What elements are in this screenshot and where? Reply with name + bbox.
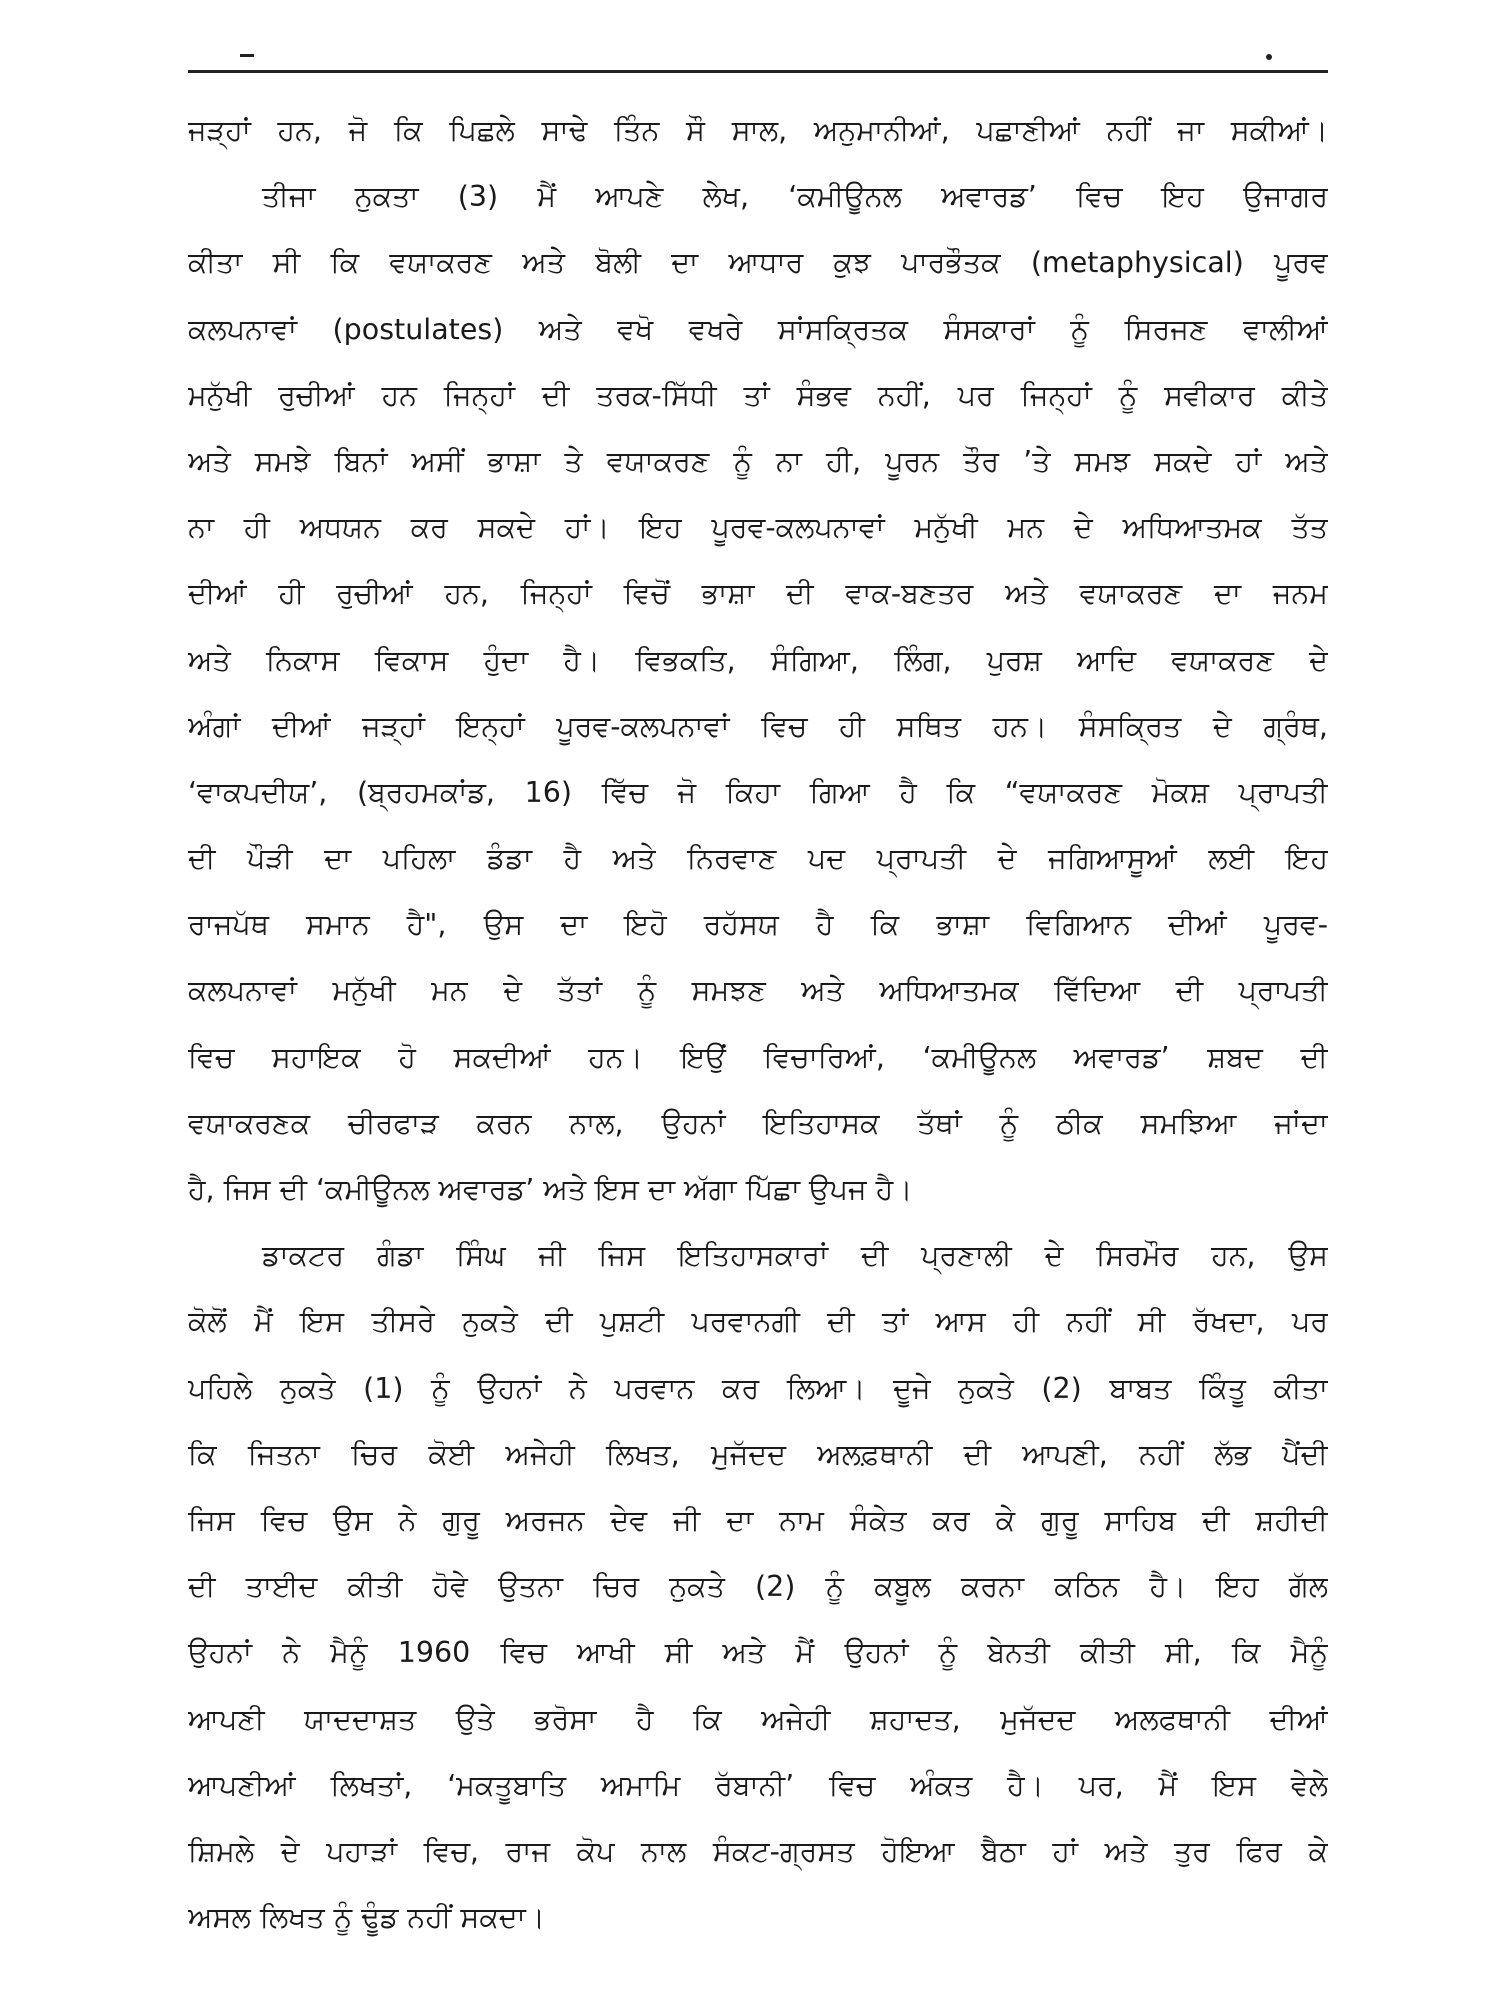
text-line: ਅਤੇ ਸਮਝੇ ਬਿਨਾਂ ਅਸੀਂ ਭਾਸ਼ਾ ਤੇ ਵਯਾਕਰਣ ਨੂੰ ਨਾ ਹੀ, ਪੂਰਨ ਤੌਰ ’ਤੇ ਸਮਝ ਸਕਦੇ ਹਾਂ ਅਤੇ [188,444,1328,478]
text-line: ਅਤੇ ਨਿਕਾਸ ਵਿਕਾਸ ਹੁੰਦਾ ਹੈ। ਵਿਭਕਤਿ, ਸੰਗਿਆ, ਲਿੰਗ, ਪੁਰਸ਼ ਆਦਿ ਵਯਾਕਰਣ ਦੇ [188,643,1328,677]
text-line: ਉਹਨਾਂ ਨੇ ਮੈਨੂੰ 1960 ਵਿਚ ਆਖੀ ਸੀ ਅਤੇ ਮੈਂ ਉਹਨਾਂ ਨੂੰ ਬੇਨਤੀ ਕੀਤੀ ਸੀ, ਕਿ ਮੈਨੂੰ [188,1636,1328,1670]
paragraph-start-line: ਡਾਕਟਰ ਗੰਡਾ ਸਿੰਘ ਜੀ ਜਿਸ ਇਤਿਹਾਸਕਾਰਾਂ ਦੀ ਪ੍ਰਣਾਲੀ ਦੇ ਸਿਰਮੌਰ ਹਨ, ਉਸ [262,1239,1328,1273]
text-line: ਕੀਤਾ ਸੀ ਕਿ ਵਯਾਕਰਣ ਅਤੇ ਬੋਲੀ ਦਾ ਆਧਾਰ ਕੁਝ ਪਾਰਭੌਤਕ (metaphysical) ਪੂਰਵ [188,246,1328,280]
text-line: ਪਹਿਲੇ ਨੁਕਤੇ (1) ਨੂੰ ਉਹਨਾਂ ਨੇ ਪਰਵਾਨ ਕਰ ਲਿਆ। ਦੂਜੇ ਨੁਕਤੇ (2) ਬਾਬਤ ਕਿੰਤੂ ਕੀਤਾ [188,1371,1328,1405]
text-line: ਵਯਾਕਰਣਕ ਚੀਰਫਾੜ ਕਰਨ ਨਾਲ, ਉਹਨਾਂ ਇਤਿਹਾਸਕ ਤੱਥਾਂ ਨੂੰ ਠੀਕ ਸਮਝਿਆ ਜਾਂਦਾ [188,1106,1328,1140]
text-line: ਕਲਪਨਾਵਾਂ ਮਨੁੱਖੀ ਮਨ ਦੇ ਤੱਤਾਂ ਨੂੰ ਸਮਝਣ ਅਤੇ ਅਧਿਆਤਮਕ ਵਿੱਦਿਆ ਦੀ ਪ੍ਰਾਪਤੀ [188,974,1328,1008]
text-line: ਜਿਸ ਵਿਚ ਉਸ ਨੇ ਗੁਰੂ ਅਰਜਨ ਦੇਵ ਜੀ ਦਾ ਨਾਮ ਸੰਕੇਤ ਕਰ ਕੇ ਗੁਰੂ ਸਾਹਿਬ ਦੀ ਸ਼ਹੀਦੀ [188,1503,1328,1537]
text-line: ਨਾ ਹੀ ਅਧਯਨ ਕਰ ਸਕਦੇ ਹਾਂ। ਇਹ ਪੂਰਵ-ਕਲਪਨਾਵਾਂ ਮਨੁੱਖੀ ਮਨ ਦੇ ਅਧਿਆਤਮਕ ਤੱਤ [188,511,1328,545]
text-line: ਦੀ ਤਾਈਦ ਕੀਤੀ ਹੋਵੇ ਉਤਨਾ ਚਿਰ ਨੁਕਤੇ (2) ਨੂੰ ਕਬੂਲ ਕਰਨਾ ਕਠਿਨ ਹੈ। ਇਹ ਗੱਲ [188,1570,1328,1604]
paragraph-end-line: ਅਸਲ ਲਿਖਤ ਨੂੰ ਢੂੰਡ ਨਹੀਂ ਸਕਦਾ। [188,1901,546,1935]
text-line: ਆਪਣੀ ਯਾਦਦਾਸ਼ਤ ਉਤੇ ਭਰੋਸਾ ਹੈ ਕਿ ਅਜੇਹੀ ਸ਼ਹਾਦਤ, ਮੁਜੱਦਦ ਅਲਫਥਾਨੀ ਦੀਆਂ [188,1702,1328,1736]
body-text [188,98,1328,1951]
text-line: ਜੜ੍ਹਾਂ ਹਨ, ਜੋ ਕਿ ਪਿਛਲੇ ਸਾਢੇ ਤਿੰਨ ਸੌ ਸਾਲ, ਅਨੁਮਾਨੀਆਂ, ਪਛਾਣੀਆਂ ਨਹੀਂ ਜਾ ਸਕੀਆਂ। [188,114,1328,147]
book-page [188,40,1328,1960]
text-line: ਅੰਗਾਂ ਦੀਆਂ ਜੜ੍ਹਾਂ ਇਨ੍ਹਾਂ ਪੂਰਵ-ਕਲਪਨਾਵਾਂ ਵਿਚ ਹੀ ਸਥਿਤ ਹਨ। ਸੰਸਕ੍ਰਿਤ ਦੇ ਗ੍ਰੰਥ, [188,709,1328,743]
header-dot [1266,54,1272,60]
text-line: ਸ਼ਿਮਲੇ ਦੇ ਪਹਾੜਾਂ ਵਿਚ, ਰਾਜ ਕੋਪ ਨਾਲ ਸੰਕਟ-ਗ੍ਰਸਤ ਹੋਇਆ ਬੈਠਾ ਹਾਂ ਅਤੇ ਤੁਰ ਫਿਰ ਕੇ [188,1834,1328,1868]
text-line: ਦੀ ਪੌੜੀ ਦਾ ਪਹਿਲਾ ਡੰਡਾ ਹੈ ਅਤੇ ਨਿਰਵਾਣ ਪਦ ਪ੍ਰਾਪਤੀ ਦੇ ਜਗਿਆਸੂਆਂ ਲਈ ਇਹ [188,842,1328,876]
text-line: ਕਲਪਨਾਵਾਂ (postulates) ਅਤੇ ਵਖੋ ਵਖਰੇ ਸਾਂਸਕ੍ਰਿਤਕ ਸੰਸਕਾਰਾਂ ਨੂੰ ਸਿਰਜਣ ਵਾਲੀਆਂ [188,312,1328,346]
paragraph-start-line: ਤੀਜਾ ਨੁਕਤਾ (3) ਮੈਂ ਆਪਣੇ ਲੇਖ, ‘ਕਮੀਊਨਲ ਅਵਾਰਡ’ ਵਿਚ ਇਹ ਉਜਾਗਰ [262,180,1328,214]
text-line: ਰਾਜਪੱਥ ਸਮਾਨ ਹੈ", ਉਸ ਦਾ ਇਹੋ ਰਹੱਸਯ ਹੈ ਕਿ ਭਾਸ਼ਾ ਵਿਗਿਆਨ ਦੀਆਂ ਪੂਰਵ- [188,908,1328,942]
header-mark [240,54,254,57]
text-line: ਕਿ ਜਿਤਨਾ ਚਿਰ ਕੋਈ ਅਜੇਹੀ ਲਿਖਤ, ਮੁਜੱਦਦ ਅਲਫ਼ਥਾਨੀ ਦੀ ਆਪਣੀ, ਨਹੀਂ ਲੱਭ ਪੈਂਦੀ [188,1437,1328,1471]
text-line: ਦੀਆਂ ਹੀ ਰੁਚੀਆਂ ਹਨ, ਜਿਨ੍ਹਾਂ ਵਿਚੋਂ ਭਾਸ਼ਾ ਦੀ ਵਾਕ-ਬਣਤਰ ਅਤੇ ਵਯਾਕਰਣ ਦਾ ਜਨਮ [188,577,1328,611]
header-rule [188,70,1328,73]
text-line: ਆਪਣੀਆਂ ਲਿਖਤਾਂ, ‘ਮਕਤੂਬਾਤਿ ਅਮਾਮਿ ਰੱਬਾਨੀ’ ਵਿਚ ਅੰਕਤ ਹੈ। ਪਰ, ਮੈਂ ਇਸ ਵੇਲੇ [188,1768,1328,1802]
text-line: ‘ਵਾਕਪਦੀਯ’, (ਬ੍ਰਹਮਕਾਂਡ, 16) ਵਿੱਚ ਜੋ ਕਿਹਾ ਗਿਆ ਹੈ ਕਿ “ਵਯਾਕਰਣ ਮੋਕਸ਼ ਪ੍ਰਾਪਤੀ [188,775,1328,809]
text-line: ਵਿਚ ਸਹਾਇਕ ਹੋ ਸਕਦੀਆਂ ਹਨ। ਇਉਂ ਵਿਚਾਰਿਆਂ, ‘ਕਮੀਊਨਲ ਅਵਾਰਡ’ ਸ਼ਬਦ ਦੀ [188,1040,1328,1074]
text-line: ਕੋਲੋਂ ਮੈਂ ਇਸ ਤੀਸਰੇ ਨੁਕਤੇ ਦੀ ਪੁਸ਼ਟੀ ਪਰਵਾਨਗੀ ਦੀ ਤਾਂ ਆਸ ਹੀ ਨਹੀਂ ਸੀ ਰੱਖਦਾ, ਪਰ [188,1305,1328,1339]
text-line: ਮਨੁੱਖੀ ਰੁਚੀਆਂ ਹਨ ਜਿਨ੍ਹਾਂ ਦੀ ਤਰਕ-ਸਿੱਧੀ ਤਾਂ ਸੰਭਵ ਨਹੀਂ, ਪਰ ਜਿਨ੍ਹਾਂ ਨੂੰ ਸਵੀਕਾਰ ਕੀਤੇ [188,378,1328,412]
paragraph-end-line: ਹੈ, ਜਿਸ ਦੀ ‘ਕਮੀਊਨਲ ਅਵਾਰਡ’ ਅਤੇ ਇਸ ਦਾ ਅੱਗਾ ਪਿੱਛਾ ਉਪਜ ਹੈ। [188,1173,913,1206]
